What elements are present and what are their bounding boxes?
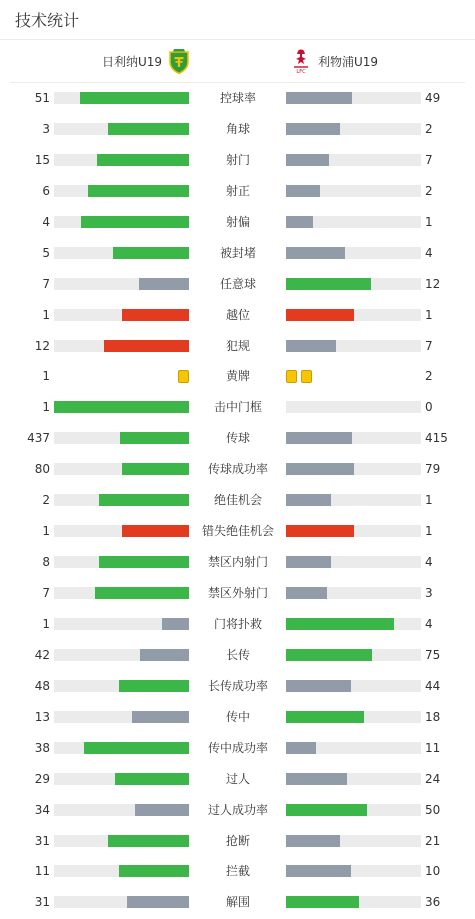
home-bar-track [54,680,189,692]
stat-row [0,795,475,826]
home-team-name: 日利纳U19 [101,54,162,69]
home-bar-fill [119,865,189,877]
away-stat-value: 3 [425,586,433,600]
away-stat-value: 1 [425,214,433,229]
home-bar-fill [139,278,189,290]
home-stat-value: 13 [34,709,50,724]
home-bar-track [54,340,189,352]
away-bar-fill [286,865,351,877]
home-bar-track [54,865,189,877]
home-stat-value: 80 [34,462,50,477]
away-bar-fill [286,773,347,785]
stat-row [0,392,475,423]
home-bar-track [54,773,189,785]
stat-row [0,547,475,578]
stat-row [0,887,475,918]
home-yellow-cards [178,370,189,382]
away-bar-fill [286,340,336,352]
stat-label: 传中成功率 [207,740,268,755]
home-bar-track [54,247,189,259]
home-bar-fill [122,309,190,321]
home-bar-track [54,185,189,197]
away-bar-fill [286,92,352,104]
home-stat-value: 12 [34,338,50,353]
home-bar-fill [80,92,189,104]
away-bar-track [286,835,421,847]
liverpool-crest-icon [290,48,312,74]
stat-label: 拦截 [225,864,250,879]
away-bar-fill [286,618,394,630]
away-bar-fill [286,494,331,506]
home-stat-value: 1 [42,616,50,631]
away-bar-fill [286,185,320,197]
away-yellow-cards [286,370,312,382]
away-stat-value: 12 [425,276,441,291]
stat-row [0,485,475,516]
stat-row [0,764,475,795]
home-bar-track [54,835,189,847]
away-bar-track [286,309,421,321]
away-bar-track [286,680,421,692]
stat-row [0,238,475,269]
away-stat-value: 36 [425,895,441,910]
stat-row [0,826,475,857]
home-bar-fill [108,123,189,135]
home-bar-fill [97,154,189,166]
home-stat-value: 31 [34,895,50,910]
home-stat-value: 7 [42,276,50,291]
away-bar-fill [286,525,354,537]
zilina-crest-icon [168,48,190,74]
home-bar-track [54,587,189,599]
stat-label: 禁区外射门 [207,586,268,600]
away-stat-value: 21 [425,833,441,848]
home-stat-value: 1 [42,524,50,539]
away-stat-value: 18 [425,709,441,724]
stat-label: 射门 [225,152,250,167]
away-bar-track [286,865,421,877]
home-bar-track [54,123,189,135]
away-bar-track [286,773,421,785]
stat-row [0,207,475,238]
stat-label: 黄牌 [225,369,250,384]
stat-row [0,578,475,609]
page-title: 技术统计 [15,11,80,30]
home-bar-track [54,804,189,816]
away-bar-fill [286,896,359,908]
home-stat-value: 5 [42,245,50,260]
home-bar-track [54,154,189,166]
away-bar-track [286,123,421,135]
stat-label: 被封堵 [219,245,256,260]
home-team[interactable] [102,48,190,74]
away-bar-fill [286,123,340,135]
stat-row [0,856,475,887]
svg-text:LFC: LFC [296,69,306,74]
away-bar-track [286,649,421,661]
away-stat-value: 1 [425,493,433,508]
home-bar-fill [140,649,189,661]
away-bar-fill [286,556,331,568]
away-stat-value: 2 [425,183,433,198]
home-bar-track [54,556,189,568]
away-bar-fill [286,835,340,847]
home-bar-fill [120,432,189,444]
home-bar-fill [88,185,189,197]
stat-label: 错失绝佳机会 [201,524,274,539]
stat-label: 过人 [225,771,250,786]
away-team-name: 利物浦U19 [318,54,379,69]
home-stat-value: 42 [34,647,50,662]
stat-label: 传球成功率 [207,462,268,477]
away-stat-value: 75 [425,647,441,662]
stat-label: 门将扑救 [213,616,262,631]
away-stat-value: 50 [425,802,441,817]
stat-label: 传球 [225,431,250,446]
away-bar-track [286,185,421,197]
home-bar-fill [122,463,190,475]
away-stat-value: 4 [425,555,433,570]
home-bar-track [54,432,189,444]
home-bar-track [54,649,189,661]
away-bar-fill [286,309,354,321]
stat-label: 角球 [225,121,250,136]
away-bar-track [286,494,421,506]
stat-label: 绝佳机会 [213,493,262,508]
stat-row [0,145,475,176]
home-stat-value: 8 [42,555,50,570]
home-bar-track [54,463,189,475]
stat-row [0,269,475,300]
away-bar-track [286,92,421,104]
away-stat-value: 1 [425,524,433,539]
stat-row [0,733,475,764]
home-stat-value: 51 [34,91,50,105]
away-bar-fill [286,804,367,816]
home-bar-fill [81,216,189,228]
home-bar-track [54,742,189,754]
home-bar-fill [95,587,190,599]
home-bar-fill [122,525,190,537]
stat-label: 射正 [225,183,250,198]
stat-label: 禁区内射门 [207,555,268,570]
away-stat-value: 415 [425,431,448,446]
home-bar-track [54,711,189,723]
home-stat-value: 6 [42,183,50,198]
away-bar-track [286,340,421,352]
home-bar-track [54,896,189,908]
home-bar-fill [127,896,189,908]
home-stat-value: 1 [42,307,50,322]
away-bar-track [286,742,421,754]
stat-label: 解围 [225,895,250,910]
home-bar-track [54,401,189,413]
stat-label: 击中门框 [213,400,262,415]
away-bar-track [286,247,421,259]
away-stat-value: 49 [425,91,441,105]
home-bar-fill [104,340,189,352]
away-bar-track [286,154,421,166]
home-stat-value: 48 [34,678,50,693]
away-stat-value: 24 [425,771,441,786]
home-bar-track [54,494,189,506]
stat-label: 控球率 [219,91,256,105]
home-bar-fill [54,401,189,413]
stats-list [0,83,475,918]
stat-row [0,114,475,145]
home-stat-value: 1 [42,369,50,384]
home-stat-value: 7 [42,586,50,600]
away-bar-track [286,216,421,228]
stat-row [0,640,475,671]
home-stat-value: 4 [42,214,50,229]
stat-label: 越位 [225,307,250,322]
stat-label: 长传成功率 [207,678,268,693]
stat-row [0,609,475,640]
away-stat-value: 7 [425,338,433,353]
away-bar-fill [286,680,351,692]
away-bar-fill [286,649,372,661]
away-bar-track [286,432,421,444]
away-stat-value: 4 [425,616,433,631]
home-stat-value: 15 [34,152,50,167]
away-stat-value: 7 [425,152,433,167]
away-team[interactable] [290,48,378,74]
stat-row [0,361,475,392]
home-bar-fill [84,742,189,754]
yellow-card-icon [301,370,312,383]
yellow-card-icon [286,370,297,383]
home-bar-fill [99,494,189,506]
home-bar-fill [113,247,189,259]
home-stat-value: 1 [42,400,50,415]
away-bar-fill [286,154,329,166]
home-bar-track [54,618,189,630]
away-stat-value: 0 [425,400,433,415]
stat-label: 抢断 [225,833,250,848]
away-bar-fill [286,742,316,754]
away-stat-value: 44 [425,678,441,693]
stat-row [0,516,475,547]
home-bar-fill [108,835,189,847]
away-bar-track [286,556,421,568]
away-bar-track [286,401,421,413]
home-stat-value: 2 [42,493,50,508]
home-bar-fill [119,680,189,692]
away-bar-fill [286,247,345,259]
away-bar-track [286,278,421,290]
home-bar-track [54,278,189,290]
away-bar-fill [286,463,354,475]
stat-row [0,423,475,454]
stat-label: 传中 [225,709,250,724]
away-bar-fill [286,216,313,228]
away-stat-value: 4 [425,245,433,260]
home-bar-fill [132,711,189,723]
stat-row [0,702,475,733]
home-stat-value: 31 [34,833,50,848]
stat-label: 射偏 [225,214,250,229]
home-bar-track [54,92,189,104]
stats-header [0,0,475,40]
away-bar-fill [286,432,352,444]
home-stat-value: 437 [27,431,50,446]
away-bar-fill [286,278,371,290]
stat-label: 犯规 [225,338,250,353]
away-bar-track [286,711,421,723]
stat-row [0,83,475,114]
away-stat-value: 79 [425,462,441,477]
stat-row [0,331,475,362]
away-stat-value: 11 [425,740,441,755]
stat-row [0,176,475,207]
away-stat-value: 10 [425,864,441,879]
stat-label: 任意球 [219,276,256,291]
away-bar-fill [286,711,364,723]
home-stat-value: 11 [34,864,50,879]
home-bar-track [54,309,189,321]
home-stat-value: 3 [42,121,50,136]
teams-bar [10,40,465,83]
away-stat-value: 2 [425,121,433,136]
stat-row [0,671,475,702]
away-stat-value: 2 [425,369,433,384]
home-bar-fill [135,804,189,816]
home-bar-fill [99,556,189,568]
away-bar-track [286,587,421,599]
away-bar-fill [286,587,327,599]
home-bar-track [54,216,189,228]
home-stat-value: 38 [34,740,50,755]
yellow-card-icon [178,370,189,383]
stat-label: 过人成功率 [207,802,268,817]
home-stat-value: 29 [34,771,50,786]
stat-label: 长传 [225,647,250,662]
home-stat-value: 34 [34,802,50,817]
away-bar-track [286,525,421,537]
stat-row [0,454,475,485]
home-bar-fill [115,773,189,785]
away-bar-track [286,804,421,816]
away-bar-track [286,618,421,630]
stat-row [0,300,475,331]
away-bar-track [286,463,421,475]
home-bar-track [54,525,189,537]
home-bar-fill [162,618,189,630]
away-bar-track [286,896,421,908]
away-stat-value: 1 [425,307,433,322]
